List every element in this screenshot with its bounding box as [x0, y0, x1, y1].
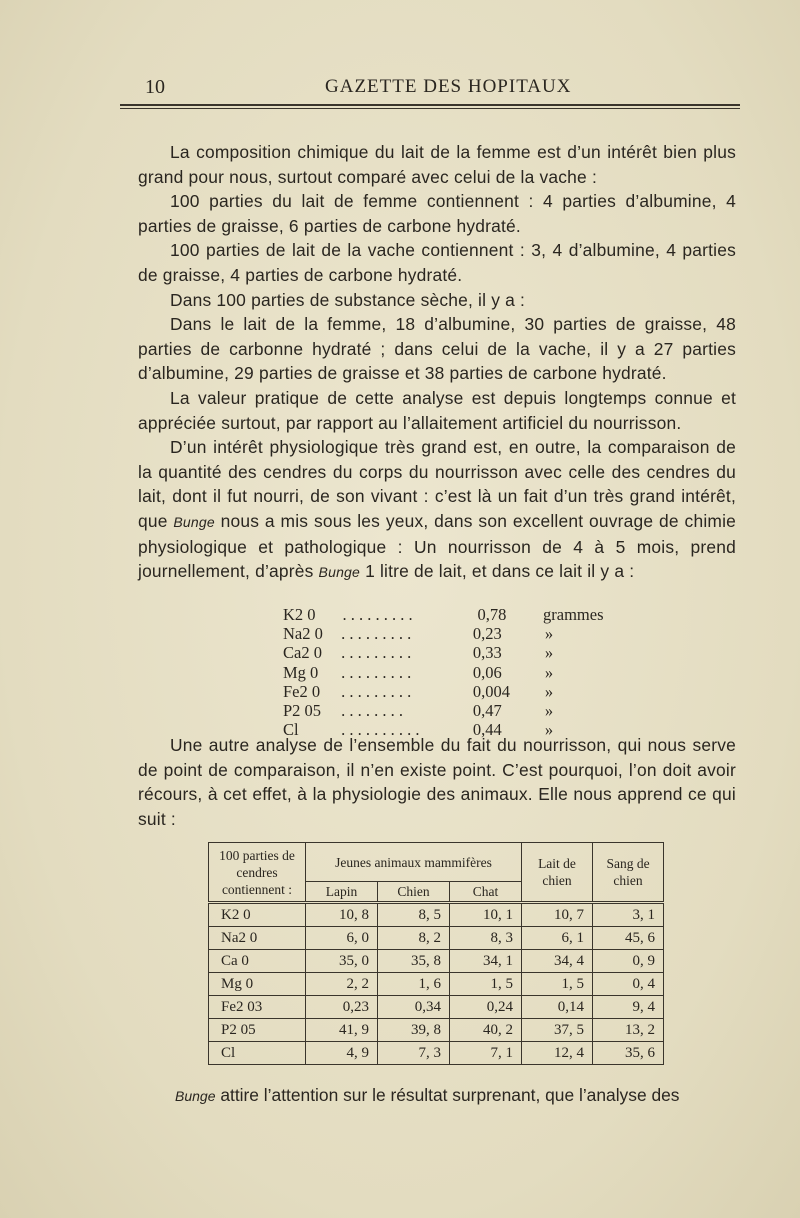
cell-dog-blood: 0, 9	[593, 950, 664, 973]
leader-dots: . . . . . . . . .	[342, 605, 413, 624]
element-symbol: Ca2 0	[283, 643, 322, 663]
paragraph-2: 100 parties du lait de femme contiennent : 4 parties d’albumine, 4 parties de graisse, 6 parties de carbone hydraté.	[138, 191, 736, 236]
element-value: 0,44	[472, 720, 502, 740]
list-item	[283, 643, 603, 662]
table-row	[209, 996, 664, 1019]
leader-dots: . . . . . . . .	[341, 701, 404, 721]
cell-rabbit: 2, 2	[306, 973, 378, 996]
cell-dog: 35, 8	[378, 950, 450, 973]
element-unit: grammes	[543, 605, 604, 624]
table-row	[209, 903, 664, 927]
cell-cat: 10, 1	[450, 903, 522, 927]
row-label: K2 0	[209, 903, 306, 927]
cell-dog-milk: 0,14	[522, 996, 593, 1019]
header-dog-blood: Sang de chien	[593, 843, 664, 903]
row-label: Na2 0	[209, 927, 306, 950]
cell-dog-blood: 35, 6	[593, 1042, 664, 1065]
table-header-row	[209, 843, 664, 882]
page-header	[145, 76, 740, 102]
cell-cat: 7, 1	[450, 1042, 522, 1065]
element-unit: »	[544, 681, 554, 701]
element-unit: »	[544, 720, 554, 740]
table-row	[209, 1042, 664, 1065]
cell-dog: 8, 2	[378, 927, 450, 950]
cell-dog: 7, 3	[378, 1042, 450, 1065]
leader-dots: . . . . . . . . .	[341, 624, 412, 644]
cell-dog-milk: 6, 1	[522, 927, 593, 950]
paragraph-5: Dans le lait de la femme, 18 d’albumine, 30 parties de graisse, 48 parties de carbonne hydraté ; dans celui de la vache, il y a 27 parties d’albumine, 29 parties de graisse et 38 parties de carbone hydraté.	[138, 314, 736, 384]
cell-rabbit: 0,23	[306, 996, 378, 1019]
table-row	[209, 950, 664, 973]
element-value: 0,78	[477, 605, 507, 624]
body-text-middle	[138, 733, 736, 831]
cell-dog-milk: 37, 5	[522, 1019, 593, 1042]
header-cat: Chat	[450, 882, 522, 903]
cell-dog: 1, 6	[378, 973, 450, 996]
paragraph-7	[138, 435, 736, 585]
element-symbol: P2 05	[283, 701, 322, 721]
header-rule-thin	[120, 108, 740, 109]
cell-rabbit: 35, 0	[306, 950, 378, 973]
element-value: 0,06	[472, 662, 502, 682]
cell-dog-blood: 13, 2	[593, 1019, 664, 1042]
leader-dots: . . . . . . . . .	[341, 643, 412, 663]
cell-dog: 8, 5	[378, 903, 450, 927]
header-row-label: 100 parties de cendres contiennent :	[209, 843, 306, 903]
element-unit: »	[544, 624, 554, 644]
milk-ash-list	[283, 605, 603, 739]
leader-dots: . . . . . . . . .	[341, 662, 412, 682]
table-row	[209, 973, 664, 996]
cell-cat: 0,24	[450, 996, 522, 1019]
element-unit: »	[544, 662, 554, 682]
header-rule-thick	[120, 104, 740, 106]
list-item	[283, 605, 603, 624]
element-symbol: Mg 0	[283, 662, 319, 682]
paragraph-8: Une autre analyse de l’ensemble du fait du nourrisson, qui nous serve de point de comparaison, il n’en existe point. C’est pourquoi, l’on doit avoir récours, à cet effet, à la physiologie des animaux. Elle nous apprend ce qui suit :	[138, 735, 736, 829]
header-dog-milk: Lait de chien	[522, 843, 593, 903]
page-number: 10	[145, 76, 165, 98]
cell-cat: 8, 3	[450, 927, 522, 950]
cell-dog: 39, 8	[378, 1019, 450, 1042]
cell-dog-blood: 3, 1	[593, 903, 664, 927]
cell-dog-milk: 1, 5	[522, 973, 593, 996]
element-symbol: K2 0	[283, 605, 316, 624]
paragraph-7-part-b: nous a mis sous les yeux, dans son excellent ouvrage de chimie physiologique et pathologique : Un nourrisson de 4 à 5 mois, prend journellement, d’après	[138, 510, 736, 582]
paragraph-7-part-c: 1 litre de lait, et dans ce lait il y a :	[360, 561, 635, 582]
cell-dog-blood: 9, 4	[593, 996, 664, 1019]
element-value: 0,004	[472, 681, 511, 701]
table-row	[209, 927, 664, 950]
author-bunge: Bunge	[173, 513, 215, 530]
list-item	[283, 663, 603, 682]
paragraph-4: Dans 100 parties de substance sèche, il y a :	[170, 289, 526, 310]
cell-dog-milk: 10, 7	[522, 903, 593, 927]
cell-dog-blood: 45, 6	[593, 927, 664, 950]
row-label: Ca 0	[209, 950, 306, 973]
element-symbol: Fe2 0	[283, 681, 321, 701]
cell-dog: 0,34	[378, 996, 450, 1019]
element-unit: »	[544, 643, 554, 663]
table-row	[209, 1019, 664, 1042]
header-young-mammals: Jeunes animaux mammifères	[306, 843, 522, 882]
leader-dots: . . . . . . . . .	[341, 681, 412, 701]
cell-dog-milk: 12, 4	[522, 1042, 593, 1065]
cell-dog-blood: 0, 4	[593, 973, 664, 996]
journal-title: GAZETTE DES HOPITAUX	[325, 76, 572, 97]
element-unit: »	[544, 701, 554, 721]
cell-dog-milk: 34, 4	[522, 950, 593, 973]
header-rabbit: Lapin	[306, 882, 378, 903]
row-label: Cl	[209, 1042, 306, 1065]
list-item	[283, 701, 603, 720]
header-dog: Chien	[378, 882, 450, 903]
row-label: P2 05	[209, 1019, 306, 1042]
cell-rabbit: 10, 8	[306, 903, 378, 927]
cell-rabbit: 41, 9	[306, 1019, 378, 1042]
element-symbol: Na2 0	[283, 624, 323, 644]
list-item	[283, 624, 603, 643]
ash-comparison-table	[208, 842, 664, 1065]
closing-text: attire l’attention sur le résultat surprenant, que l’analyse des	[215, 1085, 680, 1105]
cell-cat: 34, 1	[450, 950, 522, 973]
paragraph-6: La valeur pratique de cette analyse est depuis longtemps connue et appréciée surtout, par rapport au l’allaitement artificiel du nourrisson.	[138, 387, 736, 433]
element-value: 0,23	[472, 624, 502, 644]
cell-cat: 40, 2	[450, 1019, 522, 1042]
leader-dots: . . . . . . . . . .	[341, 720, 420, 740]
data-table	[208, 842, 664, 1065]
cell-rabbit: 4, 9	[306, 1042, 378, 1065]
cell-rabbit: 6, 0	[306, 927, 378, 950]
row-label: Fe2 03	[209, 996, 306, 1019]
element-value: 0,47	[472, 701, 502, 721]
paragraph-3: 100 parties de lait de la vache contiennent : 3, 4 d’albumine, 4 parties de graisse, 4 parties de carbone hydraté.	[138, 240, 736, 285]
element-symbol: Cl	[283, 720, 299, 740]
author-bunge: Bunge	[318, 564, 361, 581]
list-item	[283, 682, 603, 701]
row-label: Mg 0	[209, 973, 306, 996]
body-text-top	[138, 140, 736, 585]
paragraph-1: La composition chimique du lait de la femme est d’un intérêt bien plus grand pour nous, surtout comparé avec celui de la vache :	[138, 142, 736, 187]
author-bunge: Bunge	[175, 1088, 216, 1104]
paragraph-7-part-a: D’un intérêt physiologique très grand est, en outre, la comparaison de la quantité des cendres du corps du nourrisson avec celle des cendres du lait, dont il fut nourri, de son vivant : c’est là un fait d’un très grand intérêt, que	[138, 437, 736, 531]
cell-cat: 1, 5	[450, 973, 522, 996]
closing-line	[175, 1085, 745, 1106]
element-value: 0,33	[472, 643, 502, 663]
